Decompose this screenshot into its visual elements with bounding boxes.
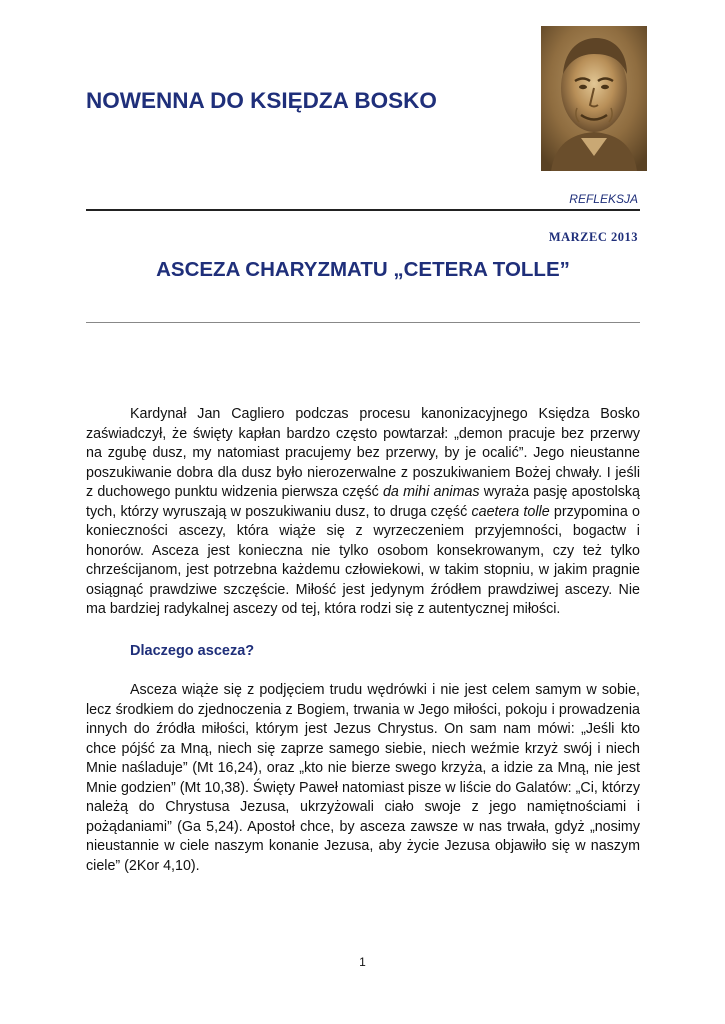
document-header-title: NOWENNA DO KSIĘDZA BOSKO: [86, 88, 437, 113]
latin-phrase-caetera-tolle: caetera tolle: [471, 503, 550, 520]
paragraph-why-ascesis: Asceza wiąże się z podjęciem trudu wędrówki i nie jest celem samym w sobie, lecz środkiem do zjednoczenia z Bogiem, trwania w Jego miłości, pokoju i prowadzenia innych do źródła miłości, którym jest Jezus Chrystus. On sam nam mówi: „Jeśli kto chce pójść za Mną, niech się zaprze samego siebie, niech weźmie krzyż swój i niech Mnie naśladuje” (Mt 16,24), oraz „kto nie bierze swego krzyża, a idzie za Mną, nie jest Mnie godzien” (Mt 10,38). Święty Paweł natomiast pisze w liście do Galatów: „Ci, którzy należą do Chrystusa Jezusa, ukrzyżowali ciało swoje z jego namiętnościami i pożądaniami” (Ga 5,24). Apostoł chce, by asceza zawsze w nas trwała, gdyż „nosimy nieustannie w ciele naszym konanie Jezusa, aby życie Jezusa objawiło się w naszym ciele” (2Kor 4,10).: [86, 682, 640, 874]
paragraph-intro-part3: przypomina o konieczności ascezy, która wiąże się z wyrzeczeniem przyjemności, bogactw i honorów. Asceza jest konieczna nie tylko osobom konsekrowanym, czy też tylko chrześcijanom, jest potrzebna każdemu człowiekowi, w takim stopniu, w jakim pragnie osiągnąć prawdziwe szczęście. Miłość jest jedynym źródłem prawdziwej ascezy. Nie ma bardziej radykalnej ascezy od tej, która rodzi się z autentycznej miłości.: [86, 503, 641, 617]
latin-phrase-da-mihi-animas: da mihi animas: [382, 484, 480, 500]
title-divider: [86, 322, 640, 323]
page-number: 1: [359, 955, 366, 969]
paragraph-intro-part1: Kardynał Jan Cagliero podczas procesu kanonizacyjnego Księdza Bosko zaświadczył, że święty kapłan bardzo często powtarzał: „demon pracuje bez przerwy na zgubę dusz, my natomiast pracujemy bez przerwy, by je ocalić”. Jego nieustanne poszukiwanie dobra dla dusz było nierozerwalne z poszukiwaniem Bożej chwały. I jeśli z duchowego punktu widzenia pierwsza część: [86, 406, 640, 500]
bronze-portrait-image: [541, 26, 647, 171]
paragraph-intro-part2: wyraża pasję apostolską tych, którzy wyruszają w poszukiwaniu dusz, to druga część: [86, 484, 640, 520]
paragraph-intro: [86, 405, 640, 620]
article-body: [86, 405, 640, 876]
issue-date: MARZEC 2013: [548, 230, 638, 244]
article-title: ASCEZA CHARYZMATU „CETERA TOLLE”: [156, 258, 570, 281]
section-label: REFLEKSJA: [569, 192, 638, 206]
header-divider: [86, 209, 640, 211]
subheading-why-ascesis: Dlaczego asceza?: [130, 642, 255, 659]
